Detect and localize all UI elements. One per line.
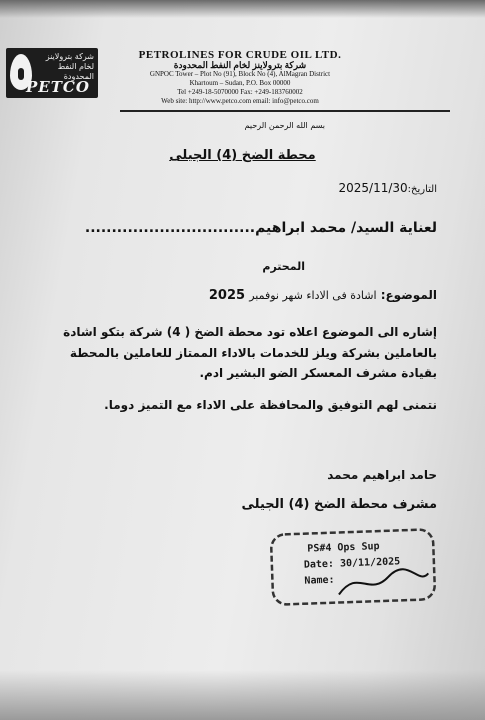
handwritten-signature	[338, 568, 429, 594]
addressee-dots: ................................	[84, 220, 256, 236]
subject-label: الموضوع:	[380, 288, 437, 302]
date-value: 2025/11/30	[338, 181, 408, 195]
company-name: PETROLINES FOR CRUDE OIL LTD.	[138, 49, 342, 61]
subject-line	[209, 288, 437, 303]
header-divider	[120, 110, 450, 112]
letter-title: محطة الضخ (4) الجيلى	[169, 148, 316, 163]
company-address-line2: Khartoum – Sudan, P.O. Box 00000	[189, 79, 291, 87]
stamp-date: Date: 30/11/2025	[303, 556, 401, 571]
page-shadow-bottom	[0, 670, 485, 720]
page-shadow-top	[0, 0, 485, 18]
subject-year: 2025	[208, 288, 246, 303]
signatory-title: مشرف محطة الضخ (4) الجيلى	[241, 497, 437, 512]
company-web: Web site: http://www.petco.com email: info@petco.com	[161, 97, 319, 105]
closing-wish: نتمنى لهم التوفيق والمحافظة على الاداء مع التميز دوما.	[104, 398, 437, 412]
letter-body: إشاره الى الموضوع اعلاه تود محطة الضخ ( 4) شركة بتكو اشادة بالعاملين بشركة ويلز للخدمات بالاداء الممتاز للعاملين بالمحطة بقيادة مشرف المعسكر الضو البشير ادم.	[63, 325, 437, 380]
addressee-line	[85, 220, 437, 236]
company-header	[120, 50, 360, 106]
company-name-arabic: شركة بترولاينز لخام النفط المحدودة	[173, 60, 307, 70]
logo-arabic-text: شركة بترولاينز لخام النفط المحدودة	[45, 52, 94, 81]
addressee-text: لعناية السيد/ محمد ابراهيم	[255, 220, 437, 236]
company-logo	[6, 48, 98, 98]
honorific: المحترم	[262, 260, 305, 273]
company-phone: Tel +249-18-5070000 Fax: +249-183760002	[177, 88, 303, 96]
logo-wordmark: PETCO	[26, 78, 90, 96]
date-label: التاريخ:	[407, 184, 437, 195]
letter-date	[339, 181, 438, 195]
official-stamp	[267, 525, 440, 609]
signatory-name: حامد ابراهيم محمد	[327, 468, 437, 482]
subject-value: اشادة فى الاداء شهر نوفمبر	[249, 289, 377, 302]
company-address-line1: GNPOC Tower – Plot No (91), Block No (4), AlMagran District	[149, 70, 331, 78]
basmala: بسم الله الرحمن الرحيم	[244, 121, 325, 130]
stamp-station: PS#4 Ops Sup	[307, 541, 380, 555]
stamp-name: Name:	[304, 574, 335, 587]
